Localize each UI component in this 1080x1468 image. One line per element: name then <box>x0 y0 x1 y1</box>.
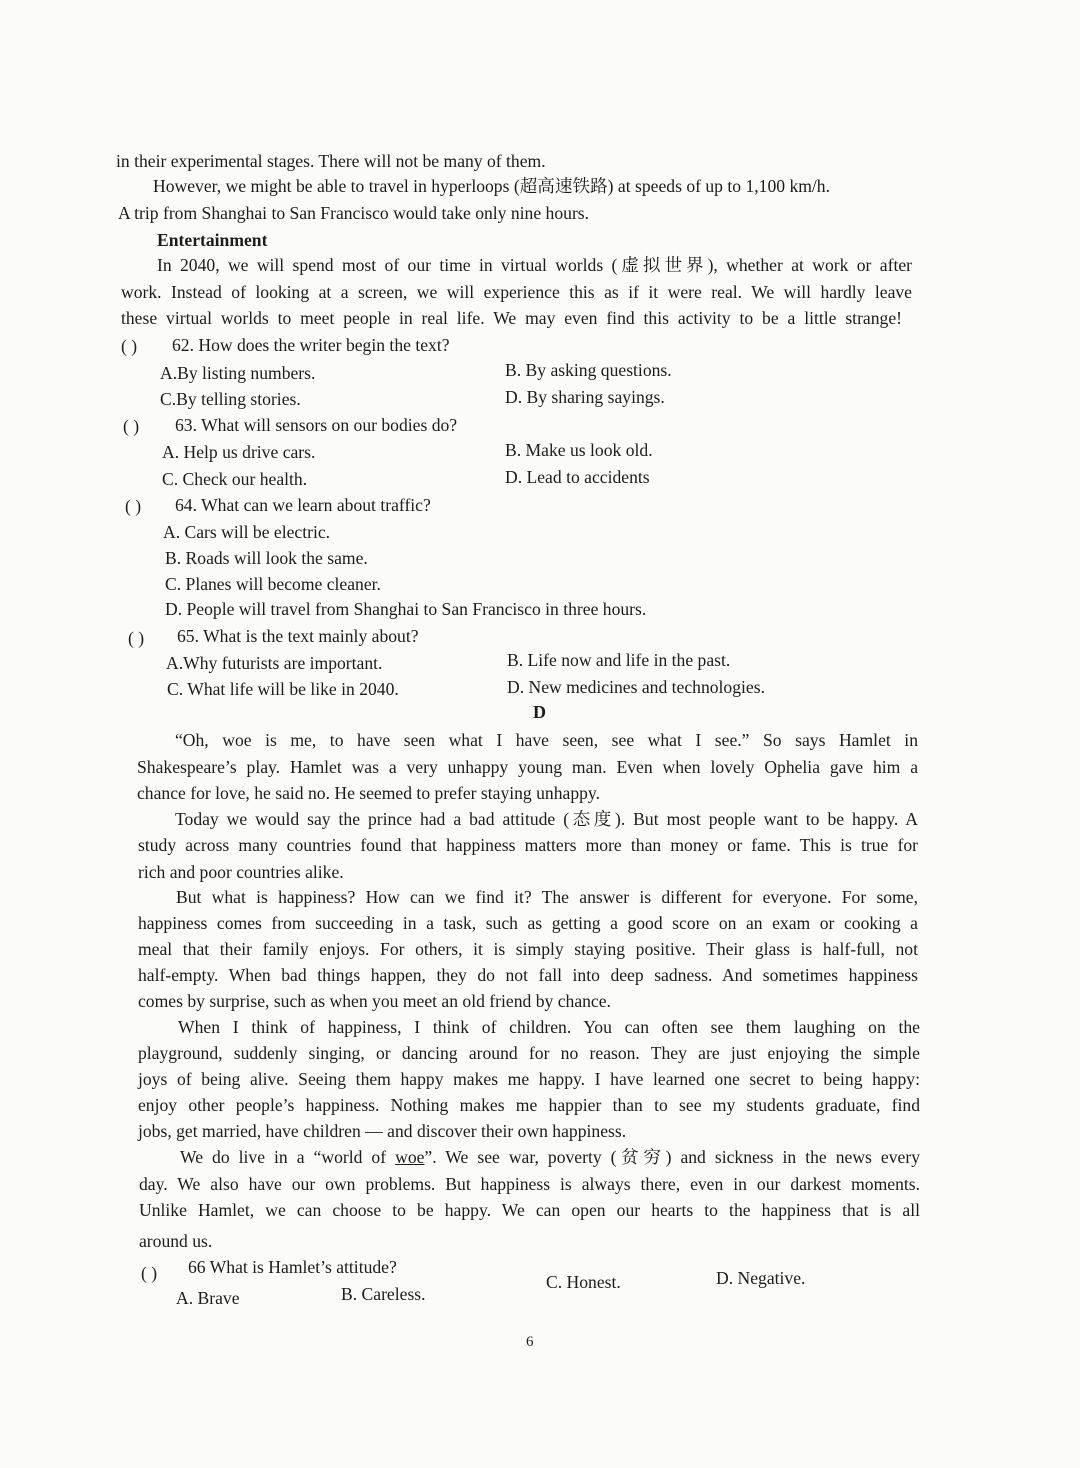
question-64-option-b[interactable]: B. Roads will look the same. <box>165 548 368 568</box>
answer-blank[interactable]: ( ) <box>121 336 138 356</box>
passage-c-line: in their experimental stages. There will not be many of them. <box>116 151 546 171</box>
question-65-option-c[interactable]: C. What life will be like in 2040. <box>167 679 399 699</box>
question-64-stem: 64. What can we learn about traffic? <box>175 495 431 515</box>
question-65-option-a[interactable]: A.Why futurists are important. <box>166 653 383 673</box>
page-number: 6 <box>526 1334 534 1350</box>
question-63-option-d[interactable]: D. Lead to accidents <box>505 467 650 487</box>
passage-d-line: Today we would say the prince had a bad attitude (态度). But most people want to be happy. A <box>175 809 918 829</box>
passage-d-line: But what is happiness? How can we find it? The answer is different for everyone. For some, <box>176 887 918 907</box>
passage-d-line: enjoy other people’s happiness. Nothing makes me happier than to see my students graduate, find <box>138 1095 920 1115</box>
question-64-option-d[interactable]: D. People will travel from Shanghai to San Francisco in three hours. <box>165 599 647 619</box>
passage-d-line: rich and poor countries alike. <box>138 862 344 882</box>
passage-d-line: playground, suddenly singing, or dancing around for no reason. They are just enjoying the simple <box>138 1043 920 1063</box>
passage-d-line: day. We also have our own problems. But happiness is always there, even in our darkest moments. <box>139 1174 920 1194</box>
passage-d-line: happiness comes from succeeding in a task, such as getting a good score on an exam or cooking a <box>138 913 918 933</box>
passage-d-line: Unlike Hamlet, we can choose to be happy. We can open our hearts to the happiness that is all <box>139 1200 920 1220</box>
question-63-option-c[interactable]: C. Check our health. <box>162 469 308 489</box>
passage-d-line: When I think of happiness, I think of children. You can often see them laughing on the <box>178 1017 920 1037</box>
question-66-option-b[interactable]: B. Careless. <box>341 1284 426 1304</box>
answer-blank[interactable]: ( ) <box>125 496 142 516</box>
passage-c-line: these virtual worlds to meet people in real life. We may even find this activity to be a little strange! <box>121 308 902 328</box>
question-62-option-a[interactable]: A.By listing numbers. <box>160 363 316 383</box>
passage-d-line: comes by surprise, such as when you meet an old friend by chance. <box>138 991 611 1011</box>
question-64-option-c[interactable]: C. Planes will become cleaner. <box>165 574 381 594</box>
passage-d-line: Shakespeare’s play. Hamlet was a very unhappy young man. Even when lovely Ophelia gave him a <box>137 757 918 777</box>
passage-d-text: ”. We see war, poverty (贫穷) and sickness in the news every <box>424 1147 920 1167</box>
passage-d-line: meal that their family enjoys. For others, it is simply staying positive. Their glass is half-full, not <box>138 939 918 959</box>
passage-c-line: However, we might be able to travel in hyperloops (超高速铁路) at speeds of up to 1,100 km/h. <box>153 176 831 196</box>
passage-d-line: chance for love, he said no. He seemed to prefer staying unhappy. <box>137 783 600 803</box>
passage-d-line: joys of being alive. Seeing them happy makes me happy. I have learned one secret to being happy: <box>138 1069 920 1089</box>
passage-c-line: A trip from Shanghai to San Francisco would take only nine hours. <box>118 203 590 223</box>
answer-blank[interactable]: ( ) <box>128 628 145 648</box>
question-66-option-d[interactable]: D. Negative. <box>716 1268 806 1288</box>
question-65-stem: 65. What is the text mainly about? <box>177 626 419 646</box>
answer-blank[interactable]: ( ) <box>141 1263 158 1283</box>
section-label-d: D <box>533 702 546 722</box>
question-66-option-a[interactable]: A. Brave <box>176 1288 240 1308</box>
question-62-stem: 62. How does the writer begin the text? <box>172 335 450 355</box>
question-65-option-d[interactable]: D. New medicines and technologies. <box>507 677 765 697</box>
passage-d-line: study across many countries found that happiness matters more than money or fame. This is true for <box>138 835 918 855</box>
question-66-option-c[interactable]: C. Honest. <box>546 1272 621 1292</box>
passage-c-line: In 2040, we will spend most of our time in virtual worlds (虚拟世界), whether at work or after <box>157 255 912 275</box>
question-62-option-c[interactable]: C.By telling stories. <box>160 389 301 409</box>
question-63-option-a[interactable]: A. Help us drive cars. <box>162 442 316 462</box>
question-66-stem: 66 What is Hamlet’s attitude? <box>188 1257 397 1277</box>
passage-d-line: around us. <box>139 1231 213 1251</box>
passage-c-line: work. Instead of looking at a screen, we will experience this as if it were real. We will hardly leave <box>121 282 912 302</box>
underlined-word-woe: woe <box>395 1147 425 1167</box>
question-62-option-d[interactable]: D. By sharing sayings. <box>505 387 665 407</box>
answer-blank[interactable]: ( ) <box>123 416 140 436</box>
passage-d-line: “Oh, woe is me, to have seen what I have seen, see what I see.” So says Hamlet in <box>175 730 918 750</box>
question-63-stem: 63. What will sensors on our bodies do? <box>175 415 458 435</box>
question-63-option-b[interactable]: B. Make us look old. <box>505 440 653 460</box>
passage-d-line: jobs, get married, have children — and discover their own happiness. <box>138 1121 627 1141</box>
question-64-option-a[interactable]: A. Cars will be electric. <box>163 522 331 542</box>
passage-d-text: We do live in a “world of <box>180 1147 396 1167</box>
question-62-option-b[interactable]: B. By asking questions. <box>505 360 672 380</box>
section-heading-entertainment: Entertainment <box>157 230 268 250</box>
question-65-option-b[interactable]: B. Life now and life in the past. <box>507 650 731 670</box>
passage-d-line: half-empty. When bad things happen, they do not fall into deep sadness. And sometimes happiness <box>138 965 918 985</box>
passage-d-line <box>180 1146 920 1168</box>
